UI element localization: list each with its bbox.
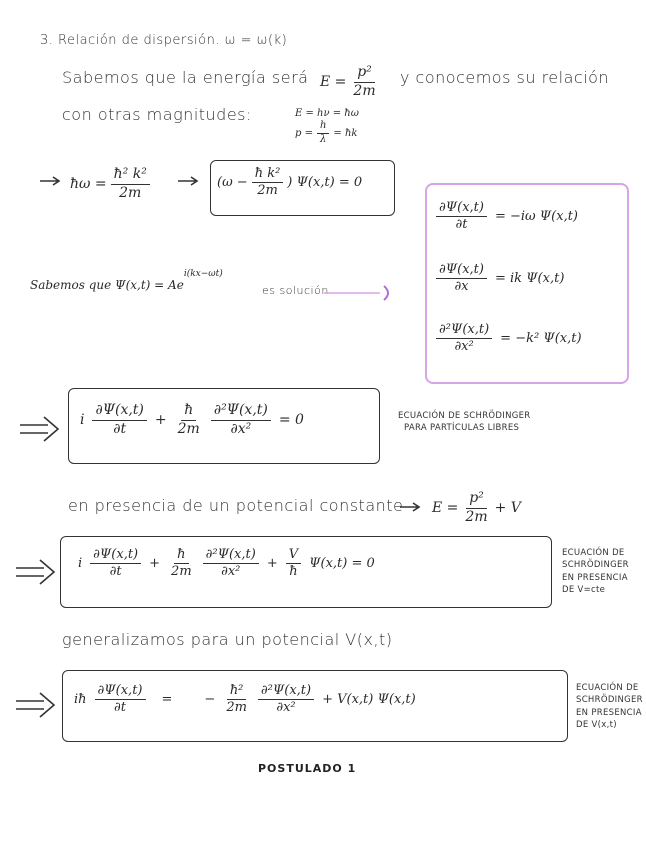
sg-lhs: iħ	[74, 692, 87, 708]
double-arrow-icon	[14, 690, 62, 720]
sc-n1: ∂Ψ(x,t)	[90, 547, 141, 564]
arrow-right-icon	[176, 176, 200, 186]
boxed-den: 2m	[257, 183, 278, 199]
dispersion-lhs: ħω =	[70, 176, 107, 192]
sf-d2: 2m	[177, 420, 200, 437]
intro-line-1: Sabemos que la energía será	[62, 68, 309, 87]
sc-label-3: EN PRESENCIA	[562, 572, 628, 583]
arrow-right-icon	[38, 176, 62, 186]
deriv-x-den: ∂x	[454, 279, 469, 295]
rel2-lhs: p =	[295, 127, 313, 139]
sc-i: i	[78, 556, 83, 572]
energy-formula	[320, 64, 383, 100]
sf-d1: ∂t	[113, 420, 127, 437]
sc-d4: ħ	[289, 564, 298, 580]
cp-den: 2m	[465, 508, 488, 525]
sc-plus: +	[149, 556, 161, 572]
sc-d2: 2m	[171, 564, 192, 580]
sg-rhs: + V(x,t) Ψ(x,t)	[322, 692, 416, 708]
sg-eq: =	[161, 692, 173, 708]
boxed-right: ) Ψ(x,t) = 0	[287, 175, 363, 191]
intro-line-1b: y conocemos su relación	[400, 68, 610, 87]
solution-exponent: i(kx−ωt)	[183, 269, 223, 279]
sf-n2: ħ	[181, 402, 196, 421]
dispersion-relation	[70, 166, 154, 202]
sf-d3: ∂x²	[230, 420, 252, 437]
deriv-xx-den: ∂x²	[454, 339, 474, 355]
cp-rhs: + V	[494, 500, 521, 516]
derivative-time	[432, 200, 582, 234]
deriv-xx-num: ∂²Ψ(x,t)	[436, 322, 492, 339]
sf-n1: ∂Ψ(x,t)	[92, 402, 146, 421]
cp-lhs: E =	[432, 500, 459, 516]
sg-label-3: EN PRESENCIA	[576, 707, 642, 718]
schrodinger-general-label	[576, 682, 643, 731]
sc-label-2: SCHRÖDINGER	[562, 560, 629, 571]
sc-n4: V	[286, 547, 301, 564]
schrodinger-const-label	[562, 547, 629, 596]
cp-num: p²	[466, 490, 487, 509]
sc-label-1: ECUACIÓN DE	[562, 548, 625, 558]
sg-label-1: ECUACIÓN DE	[576, 683, 639, 693]
double-arrow-icon	[18, 414, 66, 444]
deriv-xx-rhs: = −k² Ψ(x,t)	[500, 331, 582, 347]
sc-label-4: DE V=cte	[562, 584, 606, 595]
sc-d1: ∂t	[109, 564, 122, 580]
sg-minus: −	[204, 692, 216, 708]
energy-den: 2m	[353, 82, 376, 99]
sc-n2: ħ	[174, 547, 188, 564]
sf-i: i	[80, 412, 85, 428]
schrodinger-general-equation	[70, 683, 420, 717]
schrodinger-free-equation	[76, 402, 308, 438]
boxed-num: ħ k²	[252, 166, 284, 183]
dispersion-num: ħ² k²	[111, 166, 150, 185]
sf-rhs: = 0	[278, 412, 304, 428]
sg-d3: ∂x²	[276, 700, 296, 716]
derivative-space	[432, 262, 568, 296]
sg-n1: ∂Ψ(x,t)	[95, 683, 146, 700]
solution-text-b: es solución	[262, 284, 329, 297]
sf-label-1: ECUACIÓN DE SCHRÖDINGER	[398, 411, 531, 421]
energy-lhs: E =	[320, 74, 347, 90]
sc-d3: ∂x²	[221, 564, 241, 580]
deriv-x-num: ∂Ψ(x,t)	[436, 262, 487, 279]
sc-n3: ∂²Ψ(x,t)	[203, 547, 259, 564]
sg-n3: ∂²Ψ(x,t)	[258, 683, 314, 700]
pink-arrow-icon	[322, 285, 394, 301]
sg-d1: ∂t	[114, 700, 126, 716]
arrow-right-icon	[398, 502, 422, 512]
sg-label-2: SCHRÖDINGER	[576, 695, 643, 706]
deriv-t-rhs: = −iω Ψ(x,t)	[494, 209, 579, 225]
rel2-den: λ	[320, 133, 327, 145]
sc-rhs: Ψ(x,t) = 0	[309, 556, 375, 572]
generalize-text: generalizamos para un potencial V(x,t)	[62, 630, 393, 649]
boxed-dispersion-content	[217, 166, 362, 200]
relation-energy: E = hν = ħω	[295, 108, 359, 119]
double-arrow-icon	[14, 557, 62, 587]
schrodinger-const-equation	[74, 547, 379, 581]
intro-line-2: con otras magnitudes:	[62, 105, 252, 124]
derivative-second-space	[432, 322, 586, 356]
sf-n3: ∂²Ψ(x,t)	[211, 402, 271, 421]
boxed-left: (ω −	[217, 175, 248, 191]
dispersion-den: 2m	[119, 184, 142, 201]
constant-potential-energy	[432, 490, 521, 526]
rel2-num: h	[317, 120, 329, 134]
postulate-title: POSTULADO 1	[258, 762, 357, 775]
deriv-t-den: ∂t	[455, 217, 468, 233]
sg-n2: ħ²	[227, 683, 247, 700]
section-heading: 3. Relación de dispersión. ω = ω(k)	[40, 33, 288, 48]
sc-plus2: +	[266, 556, 278, 572]
energy-num: p²	[354, 64, 375, 83]
relation-momentum	[295, 120, 357, 146]
sg-d2: 2m	[226, 700, 247, 716]
sf-label-2: PARA PARTÍCULAS LIBRES	[404, 423, 520, 434]
sg-label-4: DE V(x,t)	[576, 719, 617, 730]
deriv-x-rhs: = ik Ψ(x,t)	[494, 271, 565, 287]
schrodinger-free-label	[398, 410, 531, 435]
sf-plus: +	[154, 412, 167, 428]
constant-potential-text: en presencia de un potencial constante	[68, 496, 404, 515]
rel2-rhs: = ħk	[333, 127, 358, 139]
deriv-t-num: ∂Ψ(x,t)	[436, 200, 487, 217]
solution-text-a: Sabemos que Ψ(x,t) = Ae	[30, 278, 184, 292]
